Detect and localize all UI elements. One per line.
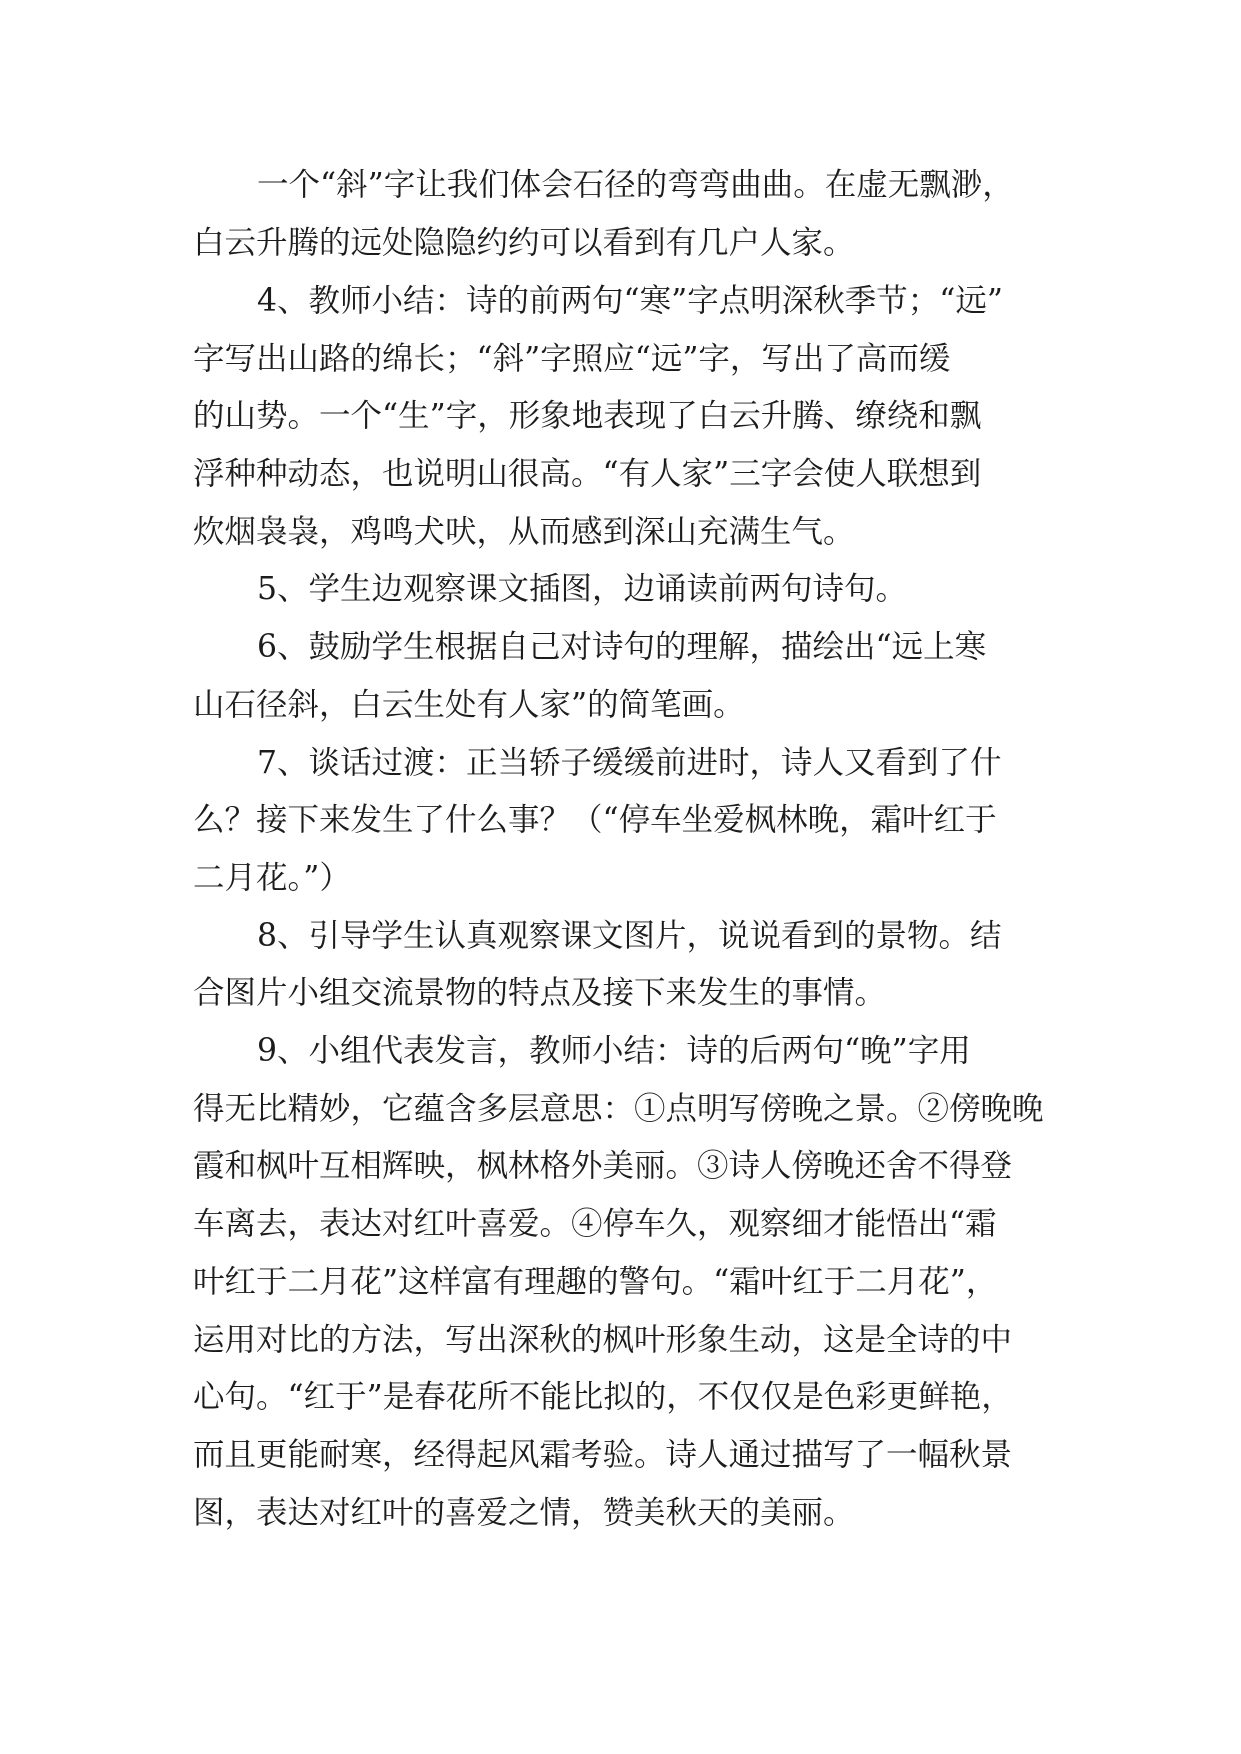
text-line: 么？接下来发生了什么事？（“停车坐爱枫林晚，霜叶红于 — [193, 802, 997, 838]
text-line: 浮种种动态，也说明山很高。“有人家”三字会使人联想到 — [193, 456, 982, 492]
text-line: 合图片小组交流景物的特点及接下来发生的事情。 — [193, 975, 887, 1011]
text-line: 而且更能耐寒，经得起风霜考验。诗人通过描写了一幅秋景 — [193, 1437, 1013, 1473]
text-line: 霞和枫叶互相辉映，枫林格外美丽。③诗人傍晚还舍不得登 — [193, 1148, 1013, 1184]
text-line: 得无比精妙，它蕴含多层意思：①点明写傍晚之景。②傍晚晚 — [193, 1091, 1044, 1127]
text-line: 字写出山路的绵长；“斜”字照应“远”字，写出了高而缓 — [193, 341, 951, 377]
text-line: 9、小组代表发言，教师小结：诗的后两句“晚”字用 — [257, 1033, 971, 1069]
text-line: 山石径斜，白云生处有人家”的简笔画。 — [193, 687, 745, 723]
text-line: 白云升腾的远处隐隐约约可以看到有几户人家。 — [193, 225, 855, 261]
text-line: 运用对比的方法，写出深秋的枫叶形象生动，这是全诗的中 — [193, 1322, 1013, 1358]
text-line: 二月花。”） — [193, 860, 351, 896]
text-line: 6、鼓励学生根据自己对诗句的理解，描绘出“远上寒 — [257, 629, 987, 665]
text-line: 车离去，表达对红叶喜爱。④停车久，观察细才能悟出“霜 — [193, 1206, 997, 1242]
text-line: 叶红于二月花”这样富有理趣的警句。“霜叶红于二月花”， — [193, 1264, 998, 1300]
text-line: 4、教师小结：诗的前两句“寒”字点明深秋季节；“远” — [257, 283, 1003, 319]
text-line: 一个“斜”字让我们体会石径的弯弯曲曲。在虚无飘渺， — [257, 167, 1014, 203]
text-line: 8、引导学生认真观察课文图片，说说看到的景物。结 — [257, 918, 1002, 954]
text-line: 5、学生边观察课文插图，边诵读前两句诗句。 — [257, 571, 908, 607]
text-line: 的山势。一个“生”字，形象地表现了白云升腾、缭绕和飘 — [193, 398, 982, 434]
text-line: 图，表达对红叶的喜爱之情，赞美秋天的美丽。 — [193, 1495, 855, 1531]
text-line: 心句。“红于”是春花所不能比拟的，不仅仅是色彩更鲜艳， — [193, 1379, 1013, 1415]
text-line: 炊烟袅袅，鸡鸣犬吠，从而感到深山充满生气。 — [193, 514, 855, 550]
text-line: 7、谈话过渡：正当轿子缓缓前进时，诗人又看到了什 — [257, 745, 1002, 781]
